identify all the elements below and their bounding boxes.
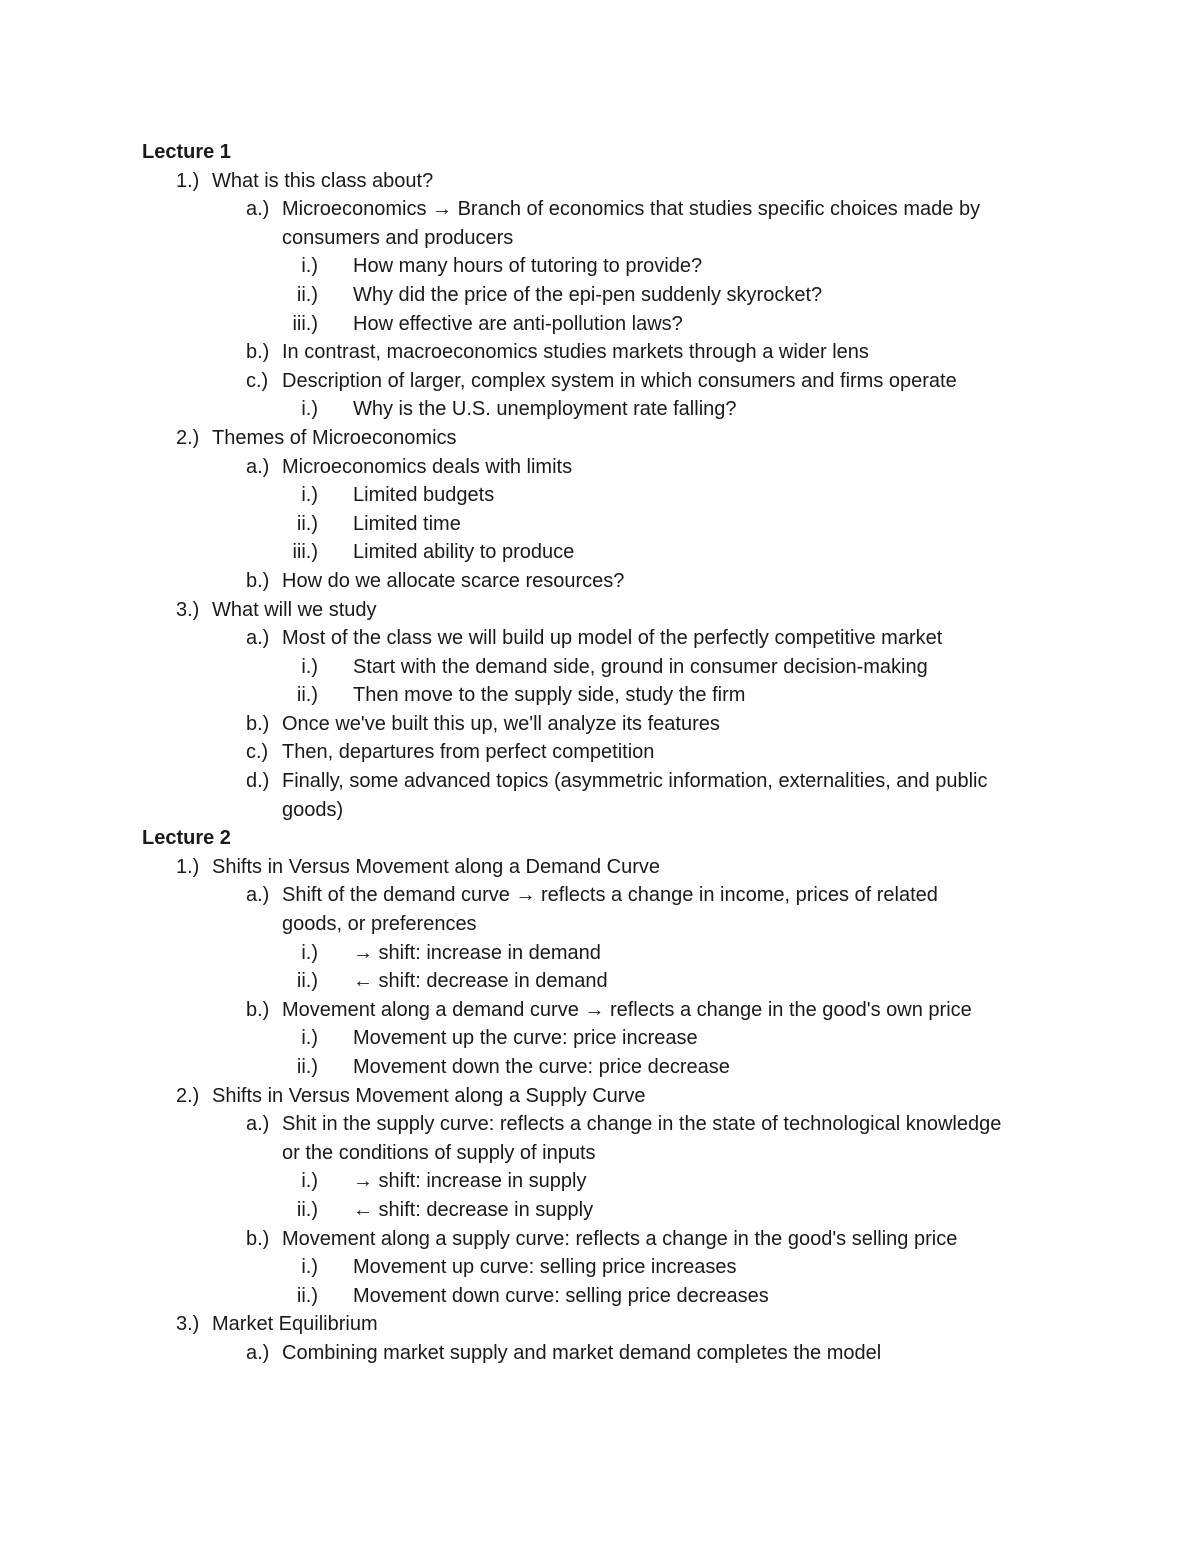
list-marker: 3.) (176, 1313, 200, 1336)
list-marker: i.) (301, 941, 318, 964)
list-item-text: How effective are anti-pollution laws? (353, 312, 683, 335)
list-item (0, 424, 1200, 453)
list-item-continuation (0, 1139, 1200, 1168)
list-item-text: Limited ability to produce (353, 541, 575, 564)
list-marker: a.) (246, 198, 270, 221)
list-marker: ii.) (296, 1056, 318, 1078)
list-marker: i.) (301, 1256, 318, 1279)
list-item-text: Most of the class we will build up model of the perfectly competitive market (282, 627, 943, 650)
list-item (0, 481, 1200, 510)
list-marker: i.) (301, 484, 318, 507)
list-item (0, 395, 1200, 424)
list-item (0, 996, 1200, 1025)
list-item-text: Themes of Microeconomics (212, 426, 457, 449)
lecture-1-heading: Lecture 1 (142, 141, 231, 163)
list-item-continuation (0, 224, 1200, 253)
list-item-text: Microeconomics deals with limits (282, 455, 573, 478)
list-item (0, 1053, 1200, 1082)
list-marker: a.) (246, 1113, 270, 1136)
list-item-text: Movement down the curve: price decrease (353, 1056, 730, 1078)
list-marker: b.) (246, 341, 270, 364)
list-item-text: Once we've built this up, we'll analyze its features (282, 712, 720, 735)
list-item (0, 1196, 1200, 1225)
list-item (0, 738, 1200, 767)
list-item (0, 310, 1200, 339)
list-item-text: Then move to the supply side, study the firm (353, 684, 746, 707)
list-item-text: Finally, some advanced topics (asymmetric information, externalities, and public (282, 770, 988, 793)
list-item (0, 567, 1200, 596)
list-item (0, 596, 1200, 625)
list-marker: 1.) (176, 169, 200, 192)
list-item-text: ← shift: decrease in supply (353, 1198, 594, 1221)
list-item (0, 1110, 1200, 1139)
list-marker: ii.) (296, 1198, 318, 1221)
list-marker: a.) (246, 455, 270, 478)
list-item-text: Then, departures from perfect competition (282, 741, 655, 764)
document-page (0, 138, 1200, 1368)
list-marker: b.) (246, 569, 270, 592)
list-item (0, 710, 1200, 739)
list-item-text: → shift: increase in demand (353, 941, 601, 964)
list-item (0, 1282, 1200, 1311)
list-marker: c.) (246, 741, 269, 764)
list-item-text: consumers and producers (282, 226, 514, 249)
list-item (0, 967, 1200, 996)
list-marker: iii.) (292, 312, 318, 335)
list-item-text: Movement along a demand curve → reflects a change in the good's own price (282, 998, 972, 1021)
list-item-text: goods, or preferences (282, 913, 477, 936)
list-item (0, 338, 1200, 367)
list-item (0, 1024, 1200, 1053)
list-marker: ii.) (296, 970, 318, 993)
list-marker: a.) (246, 884, 270, 907)
list-item-text: Description of larger, complex system in which consumers and firms operate (282, 369, 957, 392)
list-item-text: Combining market supply and market demand completes the model (282, 1341, 882, 1364)
list-marker: 3.) (176, 598, 200, 621)
list-marker: d.) (246, 770, 270, 793)
list-item (0, 195, 1200, 224)
list-marker: b.) (246, 712, 270, 735)
list-marker: ii.) (296, 1284, 318, 1307)
list-item (0, 1167, 1200, 1196)
list-item (0, 681, 1200, 710)
list-marker: b.) (246, 1227, 270, 1250)
list-item-text: Microeconomics → Branch of economics that studies specific choices made by (282, 198, 981, 221)
list-item-text: Movement along a supply curve: reflects a change in the good's selling price (282, 1227, 958, 1250)
list-marker: 2.) (176, 426, 200, 449)
list-item-text: Movement down curve: selling price decreases (353, 1284, 769, 1307)
list-item-text: Market Equilibrium (212, 1313, 378, 1336)
list-item-text: Start with the demand side, ground in consumer decision-making (353, 655, 928, 678)
list-item-text: goods) (282, 798, 344, 821)
list-item-text: Why did the price of the epi-pen suddenly skyrocket? (353, 283, 823, 306)
list-item-text: In contrast, macroeconomics studies markets through a wider lens (282, 341, 869, 364)
list-item-text: How do we allocate scarce resources? (282, 569, 625, 592)
list-item-text: Shit in the supply curve: reflects a change in the state of technological knowledge (282, 1113, 1002, 1136)
list-marker: 1.) (176, 855, 200, 878)
list-marker: i.) (301, 398, 318, 421)
list-item (0, 538, 1200, 567)
list-item-text: Movement up the curve: price increase (353, 1027, 698, 1050)
lecture-2-heading: Lecture 2 (142, 827, 231, 850)
list-item-text: Limited time (353, 512, 461, 535)
list-marker: i.) (301, 255, 318, 278)
list-item-text: What is this class about? (212, 169, 434, 192)
list-item-text: ← shift: decrease in demand (353, 970, 608, 993)
list-item (0, 252, 1200, 281)
list-item-text: Limited budgets (353, 484, 495, 507)
list-item-text: Shifts in Versus Movement along a Supply Curve (212, 1084, 646, 1107)
list-item-text: → shift: increase in supply (353, 1170, 587, 1193)
list-marker: 2.) (176, 1084, 200, 1107)
list-item (0, 624, 1200, 653)
list-item-continuation (0, 796, 1200, 825)
list-item (0, 281, 1200, 310)
list-item (0, 853, 1200, 882)
list-item (0, 510, 1200, 539)
list-marker: i.) (301, 1170, 318, 1193)
list-item (0, 1253, 1200, 1282)
list-marker: i.) (301, 1027, 318, 1050)
list-marker: b.) (246, 998, 270, 1021)
list-item (0, 939, 1200, 968)
list-marker: ii.) (296, 512, 318, 535)
list-marker: i.) (301, 655, 318, 678)
list-item-text: Why is the U.S. unemployment rate falling? (353, 398, 737, 421)
list-item (0, 167, 1200, 196)
list-item-text: or the conditions of supply of inputs (282, 1141, 596, 1164)
list-item (0, 1225, 1200, 1254)
list-item (0, 653, 1200, 682)
list-item-text: Shift of the demand curve → reflects a change in income, prices of related (282, 884, 938, 907)
list-item (0, 1082, 1200, 1111)
list-marker: iii.) (292, 541, 318, 564)
list-item (0, 1339, 1200, 1368)
list-marker: a.) (246, 1341, 270, 1364)
list-item-text: Movement up curve: selling price increases (353, 1256, 737, 1279)
list-marker: a.) (246, 627, 270, 650)
list-item-continuation (0, 910, 1200, 939)
list-item (0, 881, 1200, 910)
list-marker: c.) (246, 369, 269, 392)
list-marker: ii.) (296, 684, 318, 707)
list-item-text: How many hours of tutoring to provide? (353, 255, 703, 278)
list-item (0, 367, 1200, 396)
list-marker: ii.) (296, 283, 318, 306)
list-item (0, 453, 1200, 482)
list-item-text: Shifts in Versus Movement along a Demand Curve (212, 855, 660, 878)
list-item (0, 1310, 1200, 1339)
list-item-text: What will we study (212, 598, 377, 621)
list-item (0, 767, 1200, 796)
